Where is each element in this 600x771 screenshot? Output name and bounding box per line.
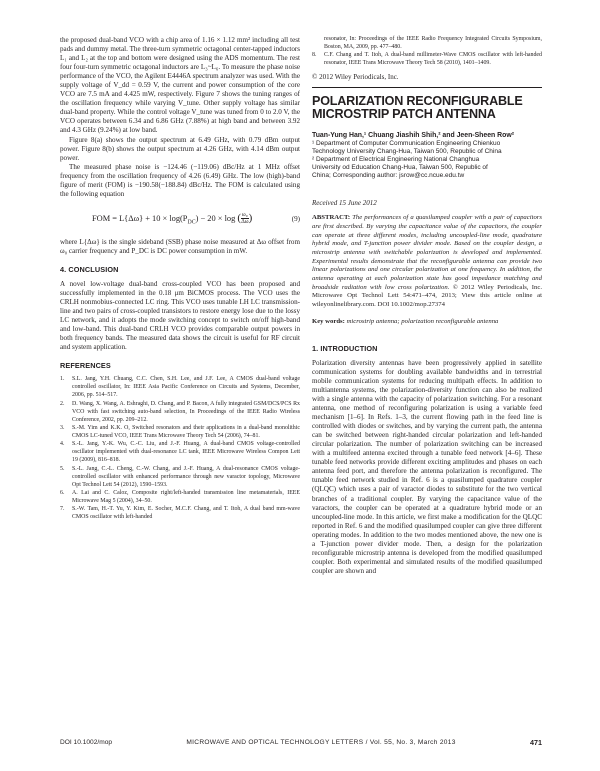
abstract: ABSTRACT: The performances of a quasilumped coupler with a pair of capacitors are first described. By varying the capacitance value of the capacitors, the coupler can operate at three different modes, including uncoupled-line mode, quadrature hybrid mode, and T-junction power divider mode. Based on the coupler design, a microstrip antenna with switchable polarization is developed and implemented. Experimental results demonstrate that the reconfigurable antenna can provide two linear polarizations and one circular polarization at one frequency. In addition, the antenna operating at each polarization state has good impedance matching and broadside radiation with low cross polarization. © 2012 Wiley Periodicals, Inc. Microwave Opt Technol Lett 54:471–474, 2013; View this article online at wileyonlinelibrary.com. DOI 10.1002/mop.27374 <box>312 214 543 309</box>
equation-fraction: $\frac{\text{ω₀}}{\Delta\omega}$ <box>241 211 249 226</box>
body-paragraph: The measured phase noise is −124.46 (−119.06) dBc/Hz at 1 MHz offset frequency from the oscillation frequency of 4.26 (6.49) GHz. The low (high)-band figure of merit (FOM) is −190.58(−188.84) dBc/Hz. The FOM is calculated using the following equation <box>60 162 300 198</box>
equation-body: FOM = $L\{\Delta\omega\} + 10 \times \log(P_{DC}) - 20 \times \log$ ( $\frac{\text{ω₀}}{\Delta\omega}$ ) <box>92 211 253 226</box>
article-title: POLARIZATION RECONFIGURABLE MICROSTRIP PATCH ANTENNA <box>312 94 523 122</box>
page-footer <box>60 738 542 747</box>
affiliations: ¹ Department of Computer Communication Engineering Chienkuo Technology University Chang-Hua, Taiwan 500, Republic of China ² Department of Electrical Engineering National Changhua University od Education Chang-Hua, Taiwan 500, Republic of China; Corresponding author: jsrow@cc.ncue.edu.tw <box>312 139 502 179</box>
introduction-text: Polarization diversity antennas have been progressively applied in satellite communication systems for doubling available bandwidths and in terrestrial mobile communication systems for reducing multipath effects. In addition to multiantenna systems, the polarization-diversity function can also be realized with a single antenna with the capacity of polarization switching. For a resonant antenna, one method of reconfiguring polarization is using a variable feed mechanism [1–6]. In Refs. 1–3, the current flowing path in the feed line is controlled with diodes or switches, and by varying the current path, the antenna can be switched between right-handed circular polarization and left-handed circular polarization. The number of polarization switching can be increased with a multifeed antenna excited through a tunable feed network [4–6]. These tunable feed networks provide different exciting amplitudes and phases on each antenna feed port, and therefore the antenna polarization is reconfigured. The tunable feed network studied in Ref. 6 is a quasilumped quadrature coupler (QLQC) which uses a pair of varactor diodes to substitute for the two vertical branches of a traditional coupler. By varying the capacitance value of the varactors, the coupler can be operated at a quadrature hybrid mode or an uncoupled-line mode. In this article, we first make a modification for the QLQC reported in Ref. 6 and the modified quasilumped coupler can give three different operating modes. In addition to the two modes mentioned above, the new one is a T-junction power divider mode. Then, a design for the polarization reconfigurable microstrip antenna is developed from the modified quasilumped coupler. Both experimental and simulated results of the modified quasilumped coupler are shown and <box>312 358 542 575</box>
section-heading-conclusion: 4. CONCLUSION <box>60 265 119 275</box>
reference-item: 7. S.-W. Tam, H.-T. Yu, Y. Kim, E. Socher, M.C.F. Chang, and T. Itoh, A dual band mm-wave CMOS oscillator with left-handed <box>60 506 300 521</box>
reference-item: 5. S.-L. Jang, C.-L. Cheng, C.-W. Chang, and J.-F. Huang, A dual-resonance CMOS voltage-controlled oscillator with enhanced performance through new varactor topology, Microwave Opt Technol Lett 54 (2012), 1590–1593. <box>60 465 300 488</box>
body-paragraph: Figure 8(a) shows the output spectrum at 6.49 GHz, with 0.79 dBm output power. Figure 8(b) shows the output spectrum at 4.26 GHz, with 4.14 dBm output power. <box>60 135 300 162</box>
footer-journal: MICROWAVE AND OPTICAL TECHNOLOGY LETTERS / Vol. 55, No. 3, March 2013 <box>186 739 456 746</box>
body-paragraph: where L{Δω} is the single sideband (SSB) phase noise measured at Δω offset from ω₀ carrier frequency and P_DC is DC power consumption in mW. <box>60 237 300 255</box>
keywords: Key words: microstrip antenna; polarization reconfigurable antenna <box>312 317 499 325</box>
reference-item: 8. C.F. Chang and T. Itoh, A dual-band millimeter-Wave CMOS oscillator with left-handed resonator, IEEE Trans Microwave Theory Tech 58 (2010), 1401–1409. <box>312 52 542 67</box>
page-number: 471 <box>529 738 542 747</box>
reference-item: resonator, In: Proceedings of the IEEE Radio Frequency Integrated Circuits Symposium, Boston, MA, 2009, pp. 477–480. <box>324 36 542 50</box>
reference-item: 3. S.-M. Yim and K.K. O, Switched resonators and their applications in a dual-band monolithic CMOS LC-tuned VCO, IEEE Trans Microwave Theory Tech 54 (2006), 74–81. <box>60 425 300 439</box>
copyright-line: © 2012 Wiley Periodicals, Inc. <box>312 73 399 82</box>
conclusion-text: A novel low-voltage dual-band cross-coupled VCO has been proposed and successfully implemented in the 0.18 μm BiCMOS process. The VCO uses the CRLH nonmobius-connected LC ring. This VCO uses tunable LH LC transmission-line and two pairs of cross-coupled transistors to restore energy lose due to the lossy LC network, and it adopts the mode switching concept to switch on/off high-band and low-band. This dual-band CRLH VCO provides comparable output powers in both frequency bands. The measured data shows the circuit is useful for RF circuit and system application. <box>60 280 300 352</box>
equation-number: (9) <box>291 214 300 223</box>
footer-doi: DOI 10.1002/mop <box>60 739 113 746</box>
body-paragraph: the proposed dual-band VCO with a chip area of 1.16 × 1.12 mm² including all test pads and dummy metal. The three-turn symmetric octagonal center-tapped inductors L₁ and L₂ at the top and bottom were designed using the ADS momentum. The rest four four-turn symmetric octagonal inductors are L₃~L₆. To measure the phase noise performance of the VCO, the Agilent E4446A spectrum analyzer was used. With the supply voltage of V_dd = 0.59 V, the current and power consumption of the core VCO are 7.5 mA and 4.425 mW, respectively. Figure 7 shows the tuning ranges of the oscillation frequency while varying V_tune. Other supply voltage has similar dual-band property. While the control voltage V_tune was tuned from 0 to 2.0 V, the VCO operates between 6.34 and 6.86 GHz (7.88%) at high band and between 3.92 and 4.3 GHz (9.24%) at low band. <box>60 36 300 135</box>
right-column <box>312 36 542 576</box>
reference-list <box>60 376 300 522</box>
section-heading-introduction: 1. INTRODUCTION <box>312 343 378 353</box>
reference-item: 4. S.-L. Jang, Y.-K. Wu, C.-C. Liu, and J.-F. Huang, A dual-band CMOS voltage-controlled oscillator implemented with dual-resonance LC tank, IEEE Microwave Wireless Compon Lett 19 (2009), 816–818. <box>60 441 300 464</box>
left-column <box>60 36 300 523</box>
author-list: Tuan-Yung Han,¹ Chuang Jiashih Shih,² and Jeen-Sheen Row² <box>312 131 515 139</box>
references-heading: REFERENCES <box>60 361 111 371</box>
equation-9 <box>60 212 300 226</box>
received-date: Received 15 June 2012 <box>312 199 377 208</box>
divider <box>312 87 542 88</box>
reference-item: 1. S.L. Jang, Y.H. Chuang, C.C. Chen, S.H. Lee, and J.F. Lee, A CMOS dual-band voltage controlled oscillator, In: IEEE Asia Pacific Conference on Circuits and Systems, December, 2006, pp. 514–517. <box>60 376 300 399</box>
reference-item: 6. A. Lai and C. Caloz, Composite right/left-handed transmission line metamaterials, IEEE Microwave Mag 5 (2004), 34–50. <box>60 490 300 504</box>
reference-list-continued <box>312 36 542 68</box>
reference-item: 2. D. Wang, X. Wang, A. Eshraghi, D. Chang, and P. Bacon, A fully integrated GSM/DCS/PCS Rx VCO with fast switching auto-band selection, In Proceedings of the IEEE Radio Wireless Conference, 2002, pp. 209–212. <box>60 400 300 423</box>
